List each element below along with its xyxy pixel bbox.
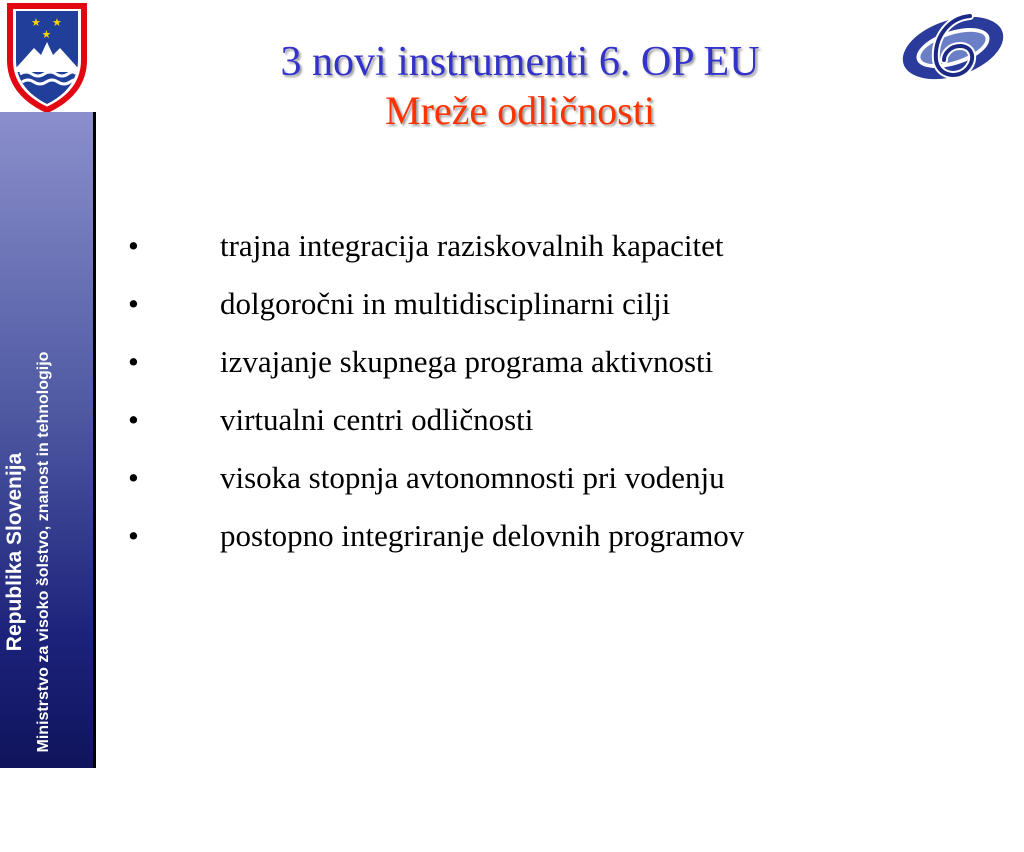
- bullet-item: [128, 449, 988, 507]
- bullet-text: trajna integracija raziskovalnih kapacitet: [220, 228, 724, 263]
- bullet-dot: •: [128, 402, 139, 437]
- bullet-text: dolgoročni in multidisciplinarni cilji: [220, 286, 671, 321]
- bullet-item: [128, 507, 988, 565]
- bullet-dot: •: [128, 344, 139, 379]
- svg-text:★: ★: [31, 16, 41, 29]
- bullet-item: [128, 217, 988, 275]
- bullet-dot: •: [128, 518, 139, 553]
- bullet-item: [128, 391, 988, 449]
- title-line1: 3 novi instrumenti 6. OP EU: [280, 39, 760, 85]
- svg-text:★: ★: [41, 28, 52, 41]
- bullet-dot: •: [128, 460, 139, 495]
- svg-text:★: ★: [52, 16, 62, 29]
- title-line2: Mreže odličnosti: [385, 88, 655, 133]
- bullet-dot: •: [128, 286, 139, 321]
- sidebar-text: [2, 252, 92, 852]
- bullet-dot: •: [128, 228, 139, 263]
- bullet-text: virtualni centri odličnosti: [220, 402, 534, 437]
- sidebar-line2: Ministrstvo za visoko šolstvo, znanost in tehnologijo: [35, 351, 52, 753]
- bullet-text: visoka stopnja avtonomnosti pri vodenju: [220, 460, 725, 495]
- slide-title: [120, 38, 920, 136]
- sidebar: [0, 112, 96, 768]
- bullet-item: [128, 333, 988, 391]
- sidebar-line1: Republika Slovenija: [3, 452, 26, 652]
- bullet-text: postopno integriranje delovnih programov: [220, 518, 745, 553]
- coat-of-arms-icon: [4, 2, 90, 112]
- bullet-list: [128, 217, 988, 565]
- bullet-text: izvajanje skupnega programa aktivnosti: [220, 344, 714, 379]
- bullet-item: [128, 275, 988, 333]
